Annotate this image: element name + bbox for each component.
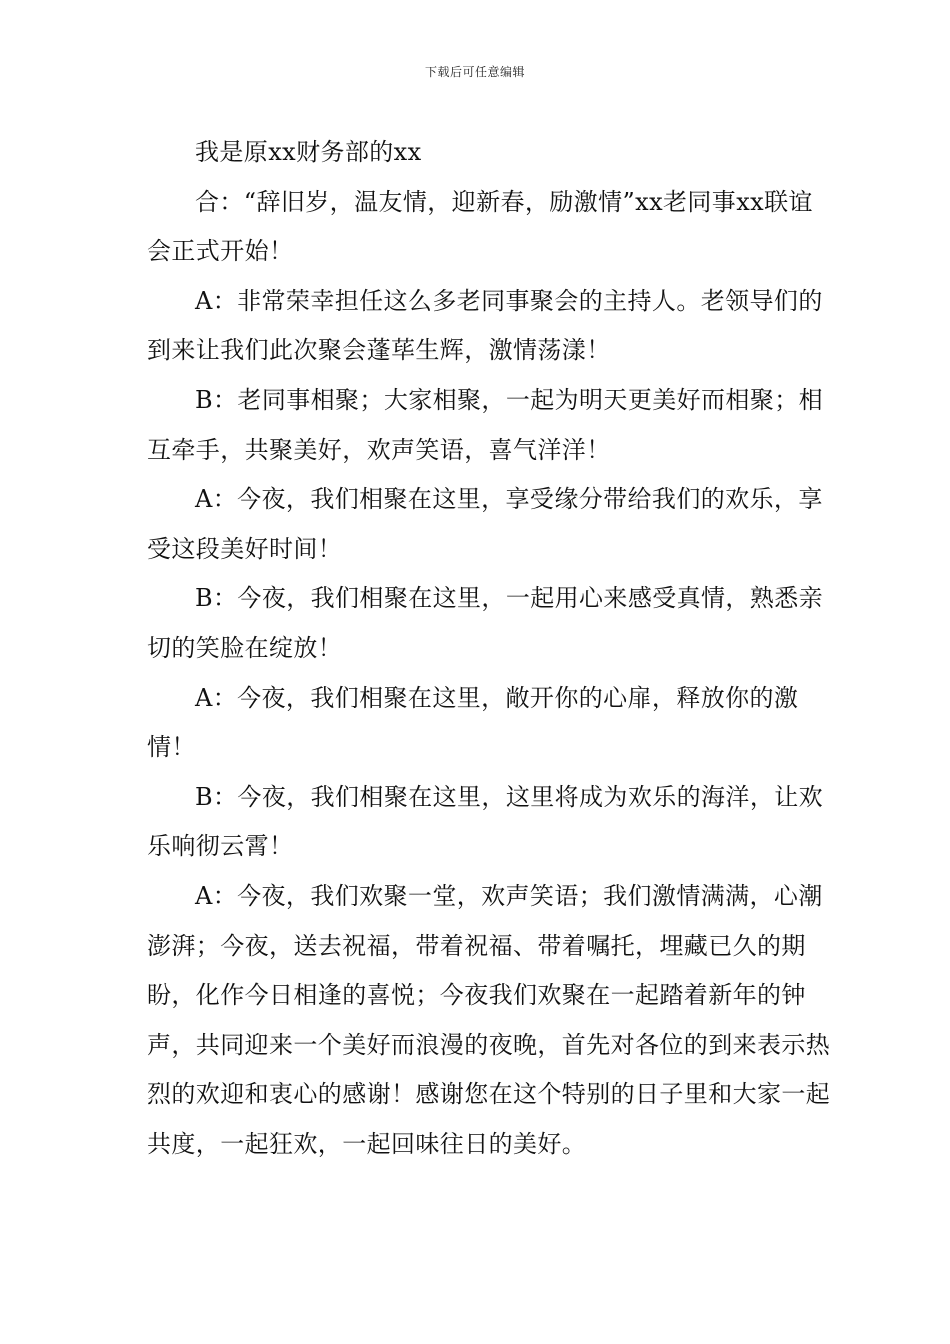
page-header-note: 下载后可任意编辑 — [424, 65, 525, 79]
paragraph-b-3: B：今夜，我们相聚在这里，这里将成为欢乐的海洋，让欢乐响彻云霄！ — [147, 782, 824, 861]
paragraph-a-4: A：今夜，我们欢聚一堂，欢声笑语；我们激情满满，心潮澎湃；今夜，送去祝福，带着祝福、带着嘱托，埋藏已久的期盼，化作今日相逢的喜悦；今夜我们欢聚在一起踏着新年的钟声，共同迎来一个美好而浪漫的夜晚，首先对各位的到来表示热烈的欢迎和衷心的感谢！感谢您在这个特别的日子里和大家一起共度，一起狂欢，一起回味往日的美好。 — [147, 881, 831, 1158]
paragraph-a-2: A：今夜，我们相聚在这里，享受缘分带给我们的欢乐，享受这段美好时间！ — [147, 485, 823, 563]
document-body — [147, 128, 837, 1169]
paragraph-a-1: A：非常荣幸担任这么多老同事聚会的主持人。老领导们的到来让我们此次聚会蓬荜生辉，激情荡漾！ — [147, 286, 823, 365]
paragraph-a-3: A：今夜，我们相聚在这里，敞开你的心扉，释放你的激情！ — [147, 683, 799, 762]
paragraph-intro: 我是原xx财务部的xx — [195, 138, 422, 166]
paragraph-opening: 合：“辞旧岁，温友情，迎新春，励激情”xx老同事xx联谊会正式开始！ — [147, 187, 813, 266]
paragraph-b-2: B：今夜，我们相聚在这里，一起用心来感受真情，熟悉亲切的笑脸在绽放！ — [147, 584, 824, 662]
paragraph-b-1: B：老同事相聚；大家相聚，一起为明天更美好而相聚；相互牵手，共聚美好，欢声笑语，喜气洋洋！ — [147, 385, 824, 464]
